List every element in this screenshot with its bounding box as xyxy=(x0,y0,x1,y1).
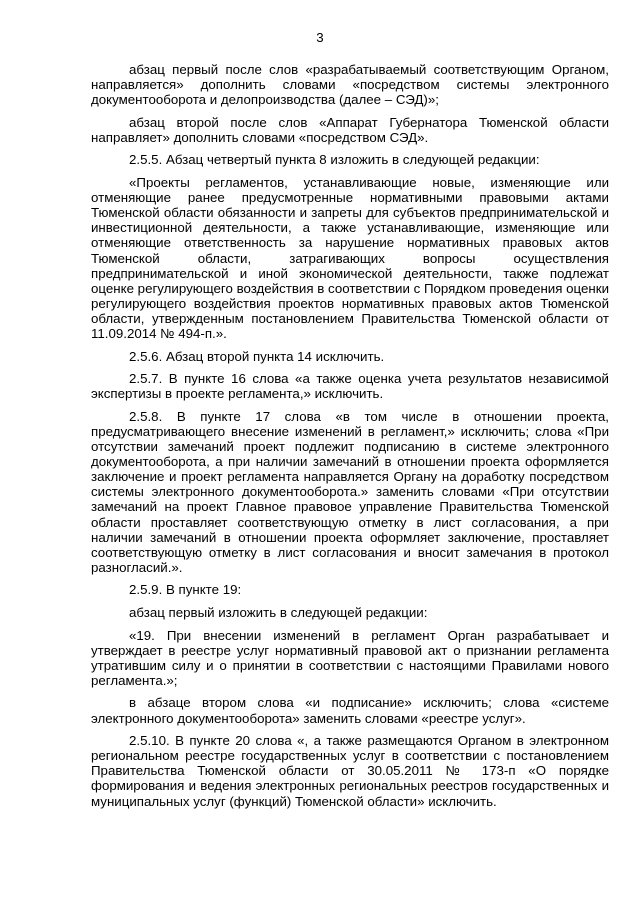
page-number: 3 xyxy=(316,30,324,45)
paragraph-5: 2.5.6. Абзац второй пункта 14 исключить. xyxy=(129,348,385,364)
paragraph-7: 2.5.8. В пункте 17 слова «в том числе в отношении проекта, предусматривающего внесение изменений в регламент,» исключить; слова «При отсутствии замечаний проект подлежит подписанию в системе электронного документооборота, а при наличии замечаний в отношении проекта оформляется заключение и проект регламента направляется Органу на доработку посредством системы электронного документооборота.» заменить словами «При отсутствии замечаний на проект Главное правовое управление Правительства Тюменской области проставляет соответствующую отметку в лист согласования, а при наличии замечаний в отношении проекта оформляет заключение, проставляет соответствующую отметку в лист согласования и вносит замечания в протокол разногласий.». xyxy=(91,408,609,575)
paragraph-12: 2.5.10. В пункте 20 слова «, а также размещаются Органом в электронном региональном реестре государственных услуг в соответствии с постановлением Правительства Тюменской области от 30.05.2011 № 173-п «О порядке формирования и ведения электронных региональных реестров государственных и муниципальных услуг (функций) Тюменской области» исключить. xyxy=(91,733,609,809)
paragraph-3: 2.5.5. Абзац четвертый пункта 8 изложить в следующей редакции: xyxy=(129,152,540,168)
paragraph-9: абзац первый изложить в следующей редакции: xyxy=(129,605,428,620)
paragraph-2: абзац второй после слов «Аппарат Губернатора Тюменской области направляет» дополнить словами «посредством СЭД». xyxy=(91,114,609,145)
paragraph-8: 2.5.9. В пункте 19: xyxy=(129,582,242,598)
paragraph-1: абзац первый после слов «разрабатываемый соответствующим Органом, направляется» дополнить словами «посредством системы электронного документооборота и делопроизводства (далее – СЭД)»; xyxy=(91,62,609,108)
paragraph-11: в абзаце втором слова «и подписание» исключить; слова «системе электронного документооборота» заменить словами «реестре услуг». xyxy=(91,695,609,726)
paragraph-4: «Проекты регламентов, устанавливающие новые, изменяющие или отменяющие ранее предусмотренные нормативными правовыми актами Тюменской области обязанности и запреты для субъектов предпринимательской и инвестиционной деятельности, а также устанавливающие, изменяющие или отменяющие ответственность за нарушение нормативных правовых актов Тюменской области, затрагивающих вопросы осуществления предпринимательской и иной экономической деятельности, также подлежат оценке регулирующего воздействия в соответствии с Порядком проведения оценки регулирующего воздействия проектов нормативных правовых актов Тюменской области, утвержденным постановлением Правительства Тюменской области от 11.09.2014 № 494-п.». xyxy=(91,175,609,341)
document-body xyxy=(91,62,609,816)
paragraph-10: «19. При внесении изменений в регламент Орган разрабатывает и утверждает в реестре услуг нормативный правовой акт о признании регламента утратившим силу и о принятии в соответствии с настоящими Правилами нового регламента.»; xyxy=(91,627,609,688)
paragraph-6: 2.5.7. В пункте 16 слова «а также оценка учета результатов независимой экспертизы в проекте регламента,» исключить. xyxy=(91,371,609,402)
